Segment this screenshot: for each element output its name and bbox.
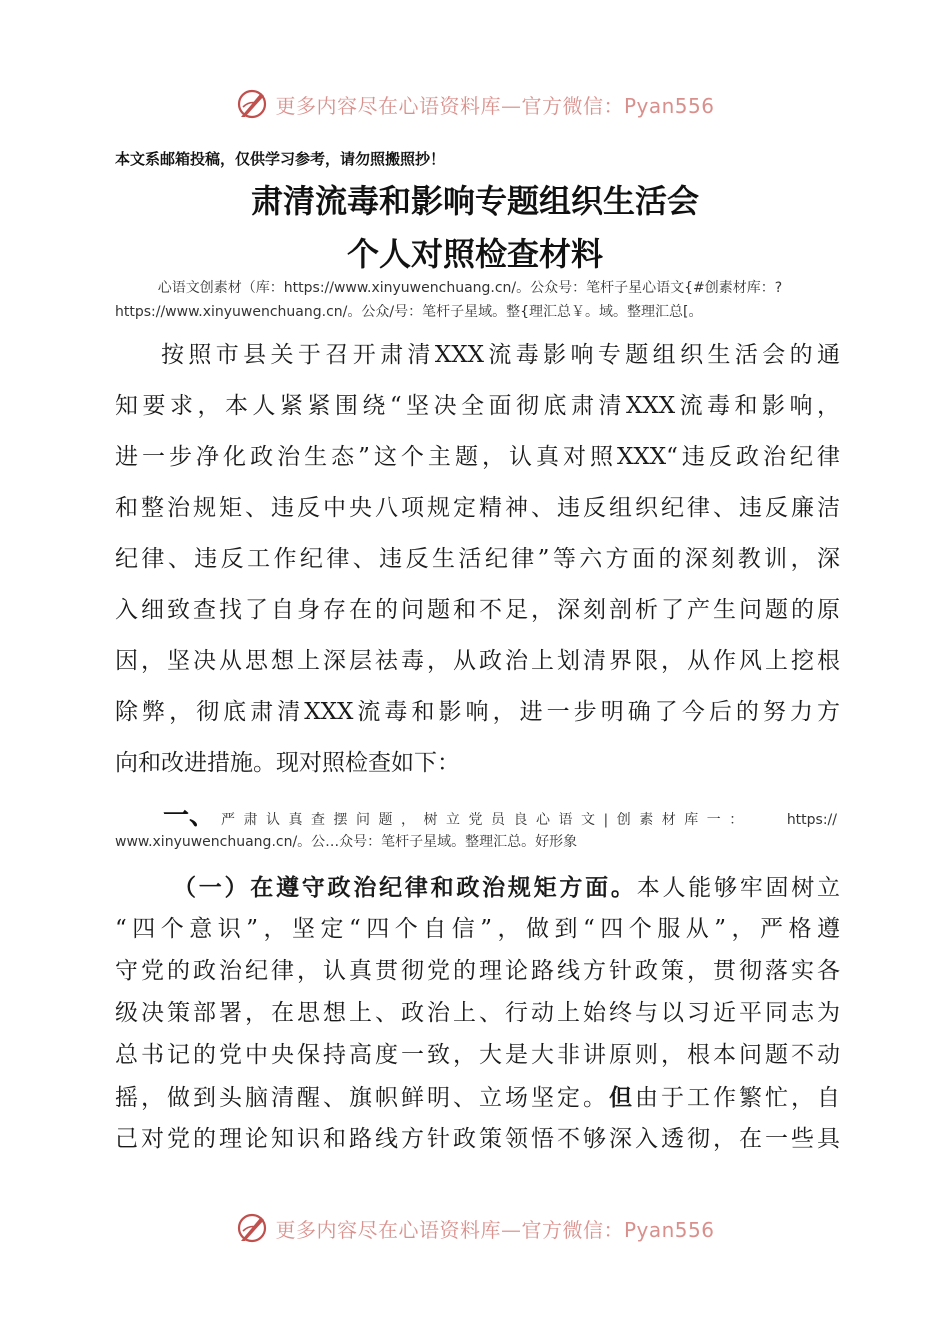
paragraph-line: 摇，做到头脑清醒、旗帜鲜明、立场坚定。但由于工作繁忙，自 xyxy=(115,1084,840,1111)
source-note-line2: https://www.xinyuwenchuang.cn/。公众/号：笔杆子星域。整{理汇总￥。域。整理汇总[。 xyxy=(115,304,703,320)
subsection-heading: （一）在遵守政治纪律和政治规矩方面。 xyxy=(173,874,637,901)
paragraph-line: 进一步净化政治生态”这个主题，认真对照XXX“违反政治纪律 xyxy=(115,444,840,470)
watermark-footer xyxy=(0,1208,950,1248)
paragraph-line: 按照市县关于召开肃清XXX流毒影响专题组织生活会的通 xyxy=(161,342,840,368)
paragraph-line: 入细致查找了自身存在的问题和不足，深刻剖析了产生问题的原 xyxy=(115,597,840,623)
watermark-header xyxy=(0,84,950,124)
paragraph-line: 纪律、违反工作纪律、违反生活纪律”等六方面的深刻教训，深 xyxy=(115,546,840,572)
section-title: 严肃认真查摆问题，树立党员良心语文|创素材库一： xyxy=(221,812,752,828)
emphasis-but: 但 xyxy=(609,1084,635,1111)
watermark-text: 更多内容尽在心语资料库—官方微信：Pyan556 xyxy=(275,93,715,118)
paragraph-line: 知要求，本人紧紧围绕“坚决全面彻底肃清XXX流毒和影响， xyxy=(115,393,840,419)
section-number: 一、 xyxy=(163,801,216,831)
paragraph-line: 向和改进措施。现对照检查如下： xyxy=(115,750,460,776)
paragraph-line: 除弊，彻底肃清XXX流毒和影响，进一步明确了今后的努力方 xyxy=(115,699,840,725)
quill-circle-icon xyxy=(235,87,269,121)
submission-notice: 本文系邮箱投稿，仅供学习参考，请勿照搬照抄！ xyxy=(115,150,446,168)
quill-circle-icon xyxy=(235,1211,269,1245)
document-title-line1: 肃清流毒和影响专题组织生活会 xyxy=(250,182,699,220)
subsection-paragraph xyxy=(115,862,840,1165)
section-heading-line2: www.xinyuwenchuang.cn/。公…众号：笔杆子星域。整理汇总。好形象 xyxy=(115,834,578,850)
paragraph-line: 守党的政治纪律，认真贯彻党的理论路线方针政策，贯彻落实各 xyxy=(115,958,840,984)
paragraph-line: 己对党的理论知识和路线方针政策领悟不够深入透彻，在一些具 xyxy=(115,1126,840,1152)
section-url: https:// xyxy=(786,812,837,828)
paragraph-line: 因，坚决从思想上深层祛毒，从政治上划清界限，从作风上挖根 xyxy=(115,648,840,674)
document-title-line2: 个人对照检查材料 xyxy=(346,235,603,273)
watermark-text: 更多内容尽在心语资料库—官方微信：Pyan556 xyxy=(275,1217,715,1242)
paragraph-line: “四个意识”，坚定“四个自信”，做到“四个服从”，严格遵 xyxy=(115,916,840,942)
paragraph-line: 总书记的党中央保持高度一致，大是大非讲原则，根本问题不动 xyxy=(115,1042,840,1068)
intro-paragraph xyxy=(115,330,840,789)
paragraph-line: 级决策部署，在思想上、政治上、行动上始终与以习近平同志为 xyxy=(115,1000,840,1026)
source-note-line1: 心语文创素材（库：https://www.xinyuwenchuang.cn/。公众号：笔杆子星心语文{#创素材库：? xyxy=(157,280,783,296)
paragraph-line: （一）在遵守政治纪律和政治规矩方面。本人能够牢固树立 xyxy=(173,874,841,901)
paragraph-line: 和整治规矩、违反中央八项规定精神、违反组织纪律、违反廉洁 xyxy=(115,495,840,521)
